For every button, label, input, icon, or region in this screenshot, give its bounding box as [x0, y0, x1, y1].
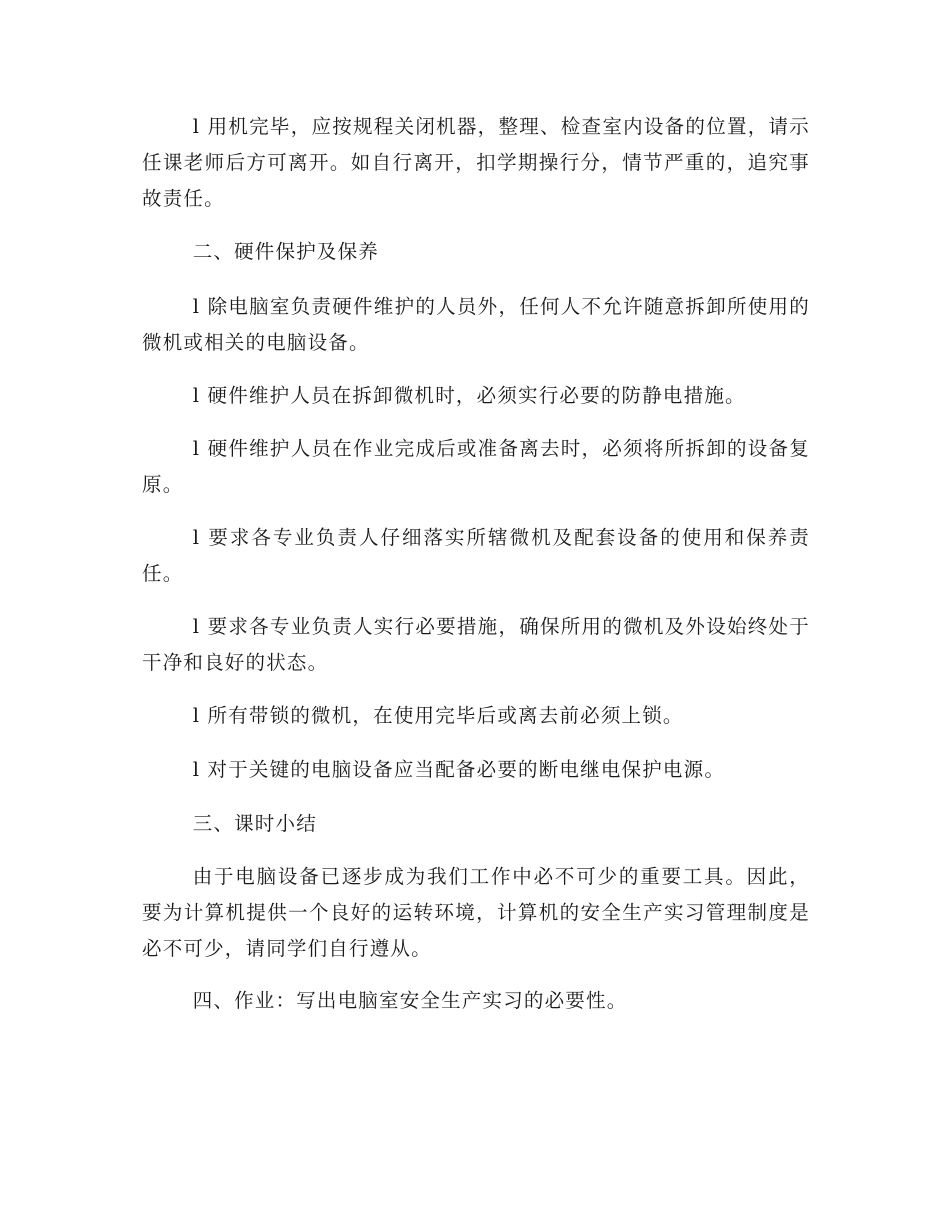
paragraph-no-disassembly: l 除电脑室负责硬件维护的人员外，任何人不允许随意拆卸所使用的微机或相关的电脑设备。: [142, 295, 810, 354]
paragraph-shutdown-rule: l 用机完毕，应按规程关闭机器，整理、检查室内设备的位置，请示任课老师后方可离开。如自行离开，扣学期操行分，情节严重的，追究事故责任。: [142, 115, 810, 210]
heading-hardware-protection: 二、硬件保护及保养: [192, 240, 379, 263]
heading-homework: 四、作业：写出电脑室安全生产实习的必要性。: [192, 989, 628, 1012]
paragraph-restore-equipment: l 硬件维护人员在作业完成后或准备离去时，必须将所拆卸的设备复原。: [142, 437, 810, 496]
paragraph-clean-condition: l 要求各专业负责人实行必要措施，确保所用的微机及外设始终处于干净和良好的状态。: [142, 615, 810, 674]
paragraph-backup-power: l 对于关键的电脑设备应当配备必要的断电继电保护电源。: [192, 758, 726, 781]
paragraph-maintenance-responsibility: l 要求各专业负责人仔细落实所辖微机及配套设备的使用和保养责任。: [142, 526, 810, 585]
paragraph-summary: 由于电脑设备已逐步成为我们工作中必不可少的重要工具。因此，要为计算机提供一个良好的运转环境，计算机的安全生产实习管理制度是必不可少，请同学们自行遵从。: [142, 865, 810, 960]
paragraph-lock-machines: l 所有带锁的微机，在使用完毕后或离去前必须上锁。: [192, 704, 684, 727]
paragraph-antistatic: l 硬件维护人员在拆卸微机时，必须实行必要的防静电措施。: [192, 384, 746, 407]
heading-lesson-summary: 三、课时小结: [192, 812, 317, 835]
